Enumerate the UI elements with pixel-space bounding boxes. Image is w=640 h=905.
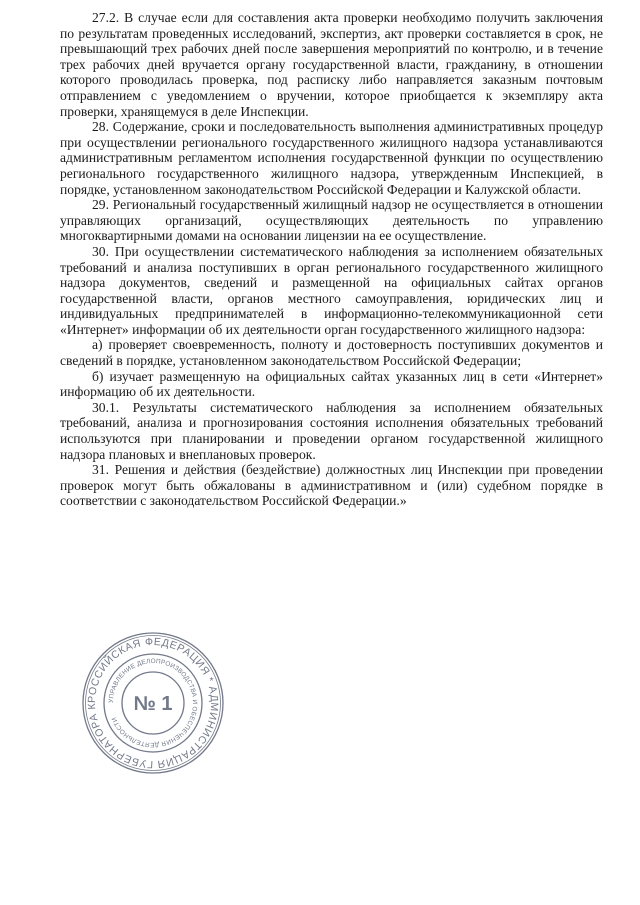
- official-seal-stamp: [78, 628, 228, 778]
- seal-graphic: [78, 628, 228, 778]
- paragraph-30-b: б) изучает размещенную на официальных сайтах указанных лиц в сети «Интернет» информацию об их деятельности.: [60, 368, 603, 400]
- paragraph-30-1: 30.1. Результаты систематического наблюдения за исполнением обязательных требований, анализа и прогнозирования состояния исполнения обязательных требований используются при планировании и проведении органом государственной жилищного надзора плановых и внеплановых проверок.: [60, 399, 603, 462]
- paragraph-28: 28. Содержание, сроки и последовательность выполнения административных процедур при осуществлении регионального государственного жилищного надзора устанавливаются административным регламентом исполнения государственной функции по осуществлению регионального государственного жилищного надзора, утвержденным Инспекцией, в порядке, установленном законодательством Российской Федерации и Калужской области.: [60, 119, 603, 197]
- seal-inner-text: УПРАВЛЕНИЕ ДЕЛОПРОИЗВОДСТВА И ОБЕСПЕЧЕНИЯ ДЕЯТЕЛЬНОСТИ: [107, 657, 199, 749]
- paragraph-30: 30. При осуществлении систематического наблюдения за исполнением обязательных требований и анализа поступивших в орган регионального государственного жилищного надзора документов, сведений и размещенной на официальных сайтах органов государственной власти, органов местного самоуправления, юридических лиц и индивидуальных предпринимателей в информационно-телекоммуникационной сети «Интернет» информации об их деятельности орган государственного жилищного надзора:: [60, 243, 603, 337]
- paragraph-27-2: 27.2. В случае если для составления акта проверки необходимо получить заключения по результатам проведенных исследований, экспертиз, акт проверки составляется в срок, не превышающий трех рабочих дней после завершения мероприятий по контролю, и в течение трех рабочих дней вручается органу государственной власти, гражданину, в отношении которого проводилась проверка, под расписку либо направляется заказным почтовым отправлением с уведомлением о вручении, которое приобщается к экземпляру акта проверки, хранящемуся в деле Инспекции.: [60, 10, 603, 119]
- document-page: [60, 10, 603, 509]
- seal-number: № 1: [133, 693, 173, 715]
- paragraph-31: 31. Решения и действия (бездействие) должностных лиц Инспекции при проведении проверок могут быть обжалованы в административном и (или) судебном порядке в соответствии с законодательством Российской Федерации.»: [60, 462, 603, 509]
- paragraph-29: 29. Региональный государственный жилищный надзор не осуществляется в отношении управляющих организаций, осуществляющих деятельность по управлению многоквартирными домами на основании лицензии на ее осуществление.: [60, 197, 603, 244]
- seal-outer-text: РОССИЙСКАЯ ФЕДЕРАЦИЯ * АДМИНИСТРАЦИЯ ГУБЕРНАТОРА К: [85, 635, 221, 771]
- paragraph-30-a: а) проверяет своевременность, полноту и достоверность поступивших документов и сведений в порядке, установленном законодательством Российской Федерации;: [60, 337, 603, 369]
